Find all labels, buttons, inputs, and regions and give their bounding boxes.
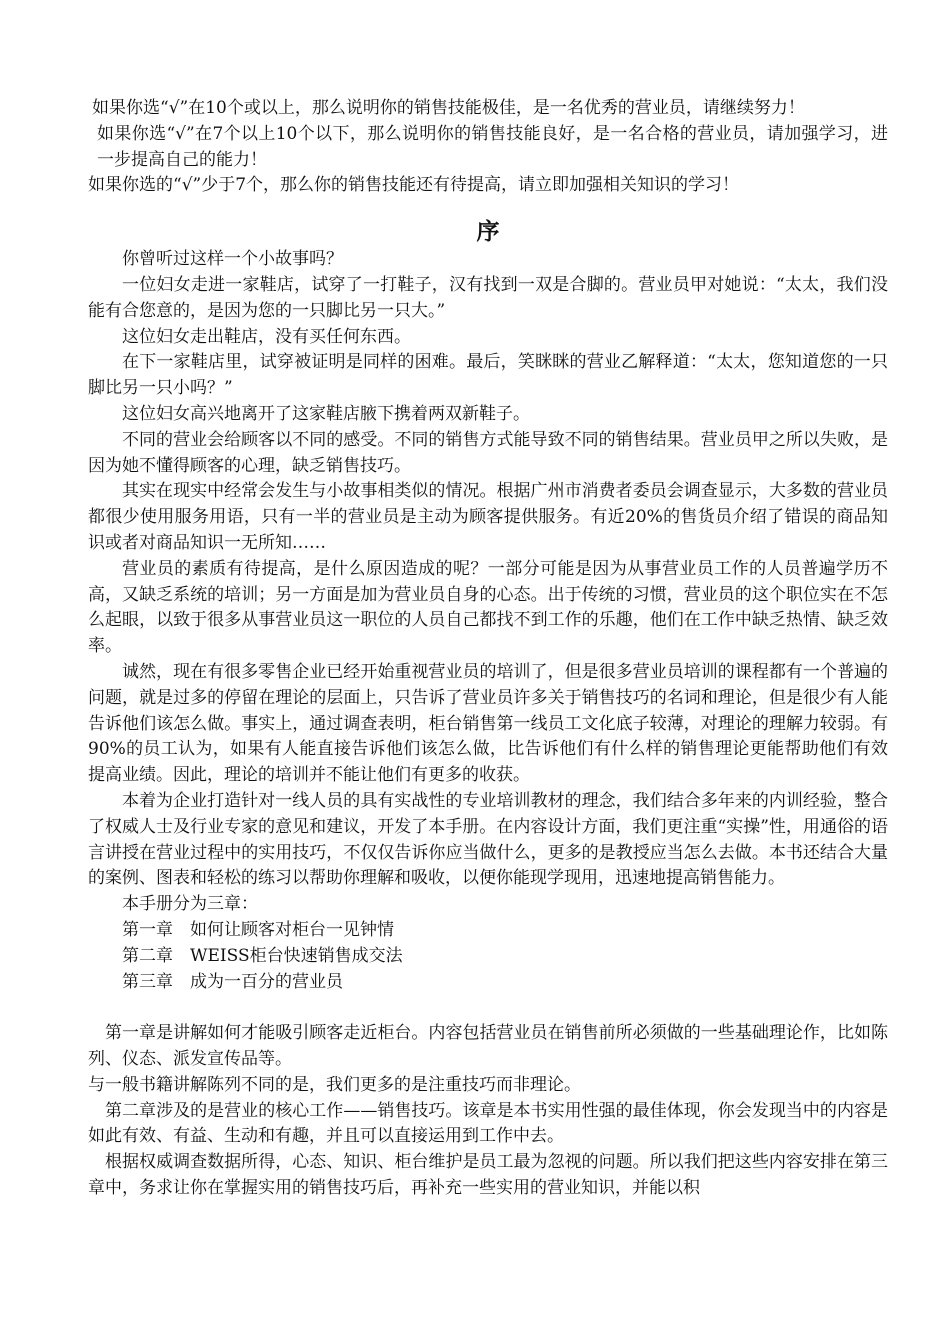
preface-title: 序 [476,219,500,246]
story-paragraph-2: 一位妇女走进一家鞋店，试穿了一打鞋子，汉有找到一双是合脚的。营业员甲对她说：“太太，我们没能有合您意的，是因为您的一只脚比另一只大。” [88,274,888,321]
chapter-note-2: 与一般书籍讲解陈列不同的是，我们更多的是注重技巧而非理论。 [88,1074,581,1095]
chapter-item-3: 第三章 成为一百分的营业员 [122,971,343,992]
evaluation-line-2: 如果你选“√”在7个以上10个以下，那么说明你的销售技能良好，是一名合格的营业员，请加强学习，进一步提高自己的能力！ [97,123,888,170]
chapter-item-1: 第一章 如何让顾客对柜台一见钟情 [122,919,394,940]
body-paragraph-5: 本着为企业打造针对一线人员的具有实战性的专业培训教材的理念，我们结合多年来的内训经验，整合了权威人士及行业专家的意见和建议，开发了本手册。在内容设计方面，我们更注重“实操”性，用通俗的语言讲授在营业过程中的实用技巧，不仅仅告诉你应当做什么，更多的是教授应当怎么去做。本书还结合大量的案例、图表和轻松的练习以帮助你理解和吸收，以便你能现学现用，迅速地提高销售能力。 [88,790,888,889]
body-paragraph-4: 诚然，现在有很多零售企业已经开始重视营业员的培训了，但是很多营业员培训的课程都有一个普遍的问题，就是过多的停留在理论的层面上，只告诉了营业员许多关于销售技巧的名词和理论，但是很少有人能告诉他们该怎么做。事实上，通过调查表明，柜台销售第一线员工文化底子较薄，对理论的理解力较弱。有90%的员工认为，如果有人能直接告诉他们该怎么做，比告诉他们有什么样的销售理论更能帮助他们有效提高业绩。因此，理论的培训并不能让他们有更多的收获。 [88,661,888,786]
chapter-note-1: 第一章是讲解如何才能吸引顾客走近柜台。内容包括营业员在销售前所必须做的一些基础理论作，比如陈列、仪态、派发宣传品等。 [88,1023,888,1070]
story-paragraph-4: 在下一家鞋店里，试穿被证明是同样的困难。最后，笑眯眯的营业乙解释道：“太太，您知道您的一只脚比另一只小吗？” [88,352,888,399]
body-paragraph-2: 其实在现实中经常会发生与小故事相类似的情况。根据广州市消费者委员会调查显示，大多数的营业员都很少使用服务用语，只有一半的营业员是主动为顾客提供服务。有近20%的售货员介绍了错误的商品知识或者对商品知识一无所知…… [88,481,888,553]
story-paragraph-1: 你曾听过这样一个小故事吗？ [122,249,343,270]
chapter-note-3: 第二章涉及的是营业的核心工作——销售技巧。该章是本书实用性强的最佳体现，你会发现当中的内容是如此有效、有益、生动和有趣，并且可以直接运用到工作中去。 [88,1100,888,1147]
spacer [88,995,888,1021]
story-paragraph-5: 这位妇女高兴地离开了这家鞋店腋下携着两双新鞋子。 [122,403,530,424]
body-paragraph-3: 营业员的素质有待提高，是什么原因造成的呢？一部分可能是因为从事营业员工作的人员普遍学历不高，又缺乏系统的培训；另一方面是加为营业员自身的心态。出于传统的习惯，营业员的这个职位实在不怎么起眼，以致于很多从事营业员这一职位的人员自己都找不到工作的乐趣，他们在工作中缺乏热情、缺乏效率。 [88,558,888,657]
chapter-item-2: 第二章 WEISS柜台快速销售成交法 [122,945,403,966]
body-paragraph-1: 不同的营业会给顾客以不同的感受。不同的销售方式能导致不同的销售结果。营业员甲之所以失败，是因为她不懂得顾客的心理，缺乏销售技巧。 [88,429,888,476]
evaluation-line-3: 如果你选的“√”少于7个，那么你的销售技能还有待提高，请立即加强相关知识的学习！ [88,175,740,196]
chapter-note-4: 根据权威调查数据所得，心态、知识、柜台维护是员工最为忽视的问题。所以我们把这些内容安排在第三章中，务求让你在掌握实用的销售技巧后，再补充一些实用的营业知识，并能以积 [88,1152,888,1199]
chapters-intro: 本手册分为三章： [122,894,258,915]
document-page [88,96,888,1202]
story-paragraph-3: 这位妇女走出鞋店，没有买任何东西。 [122,326,411,347]
evaluation-line-1: 如果你选“√”在10个或以上，那么说明你的销售技能极佳，是一名优秀的营业员，请继续努力！ [92,98,805,118]
